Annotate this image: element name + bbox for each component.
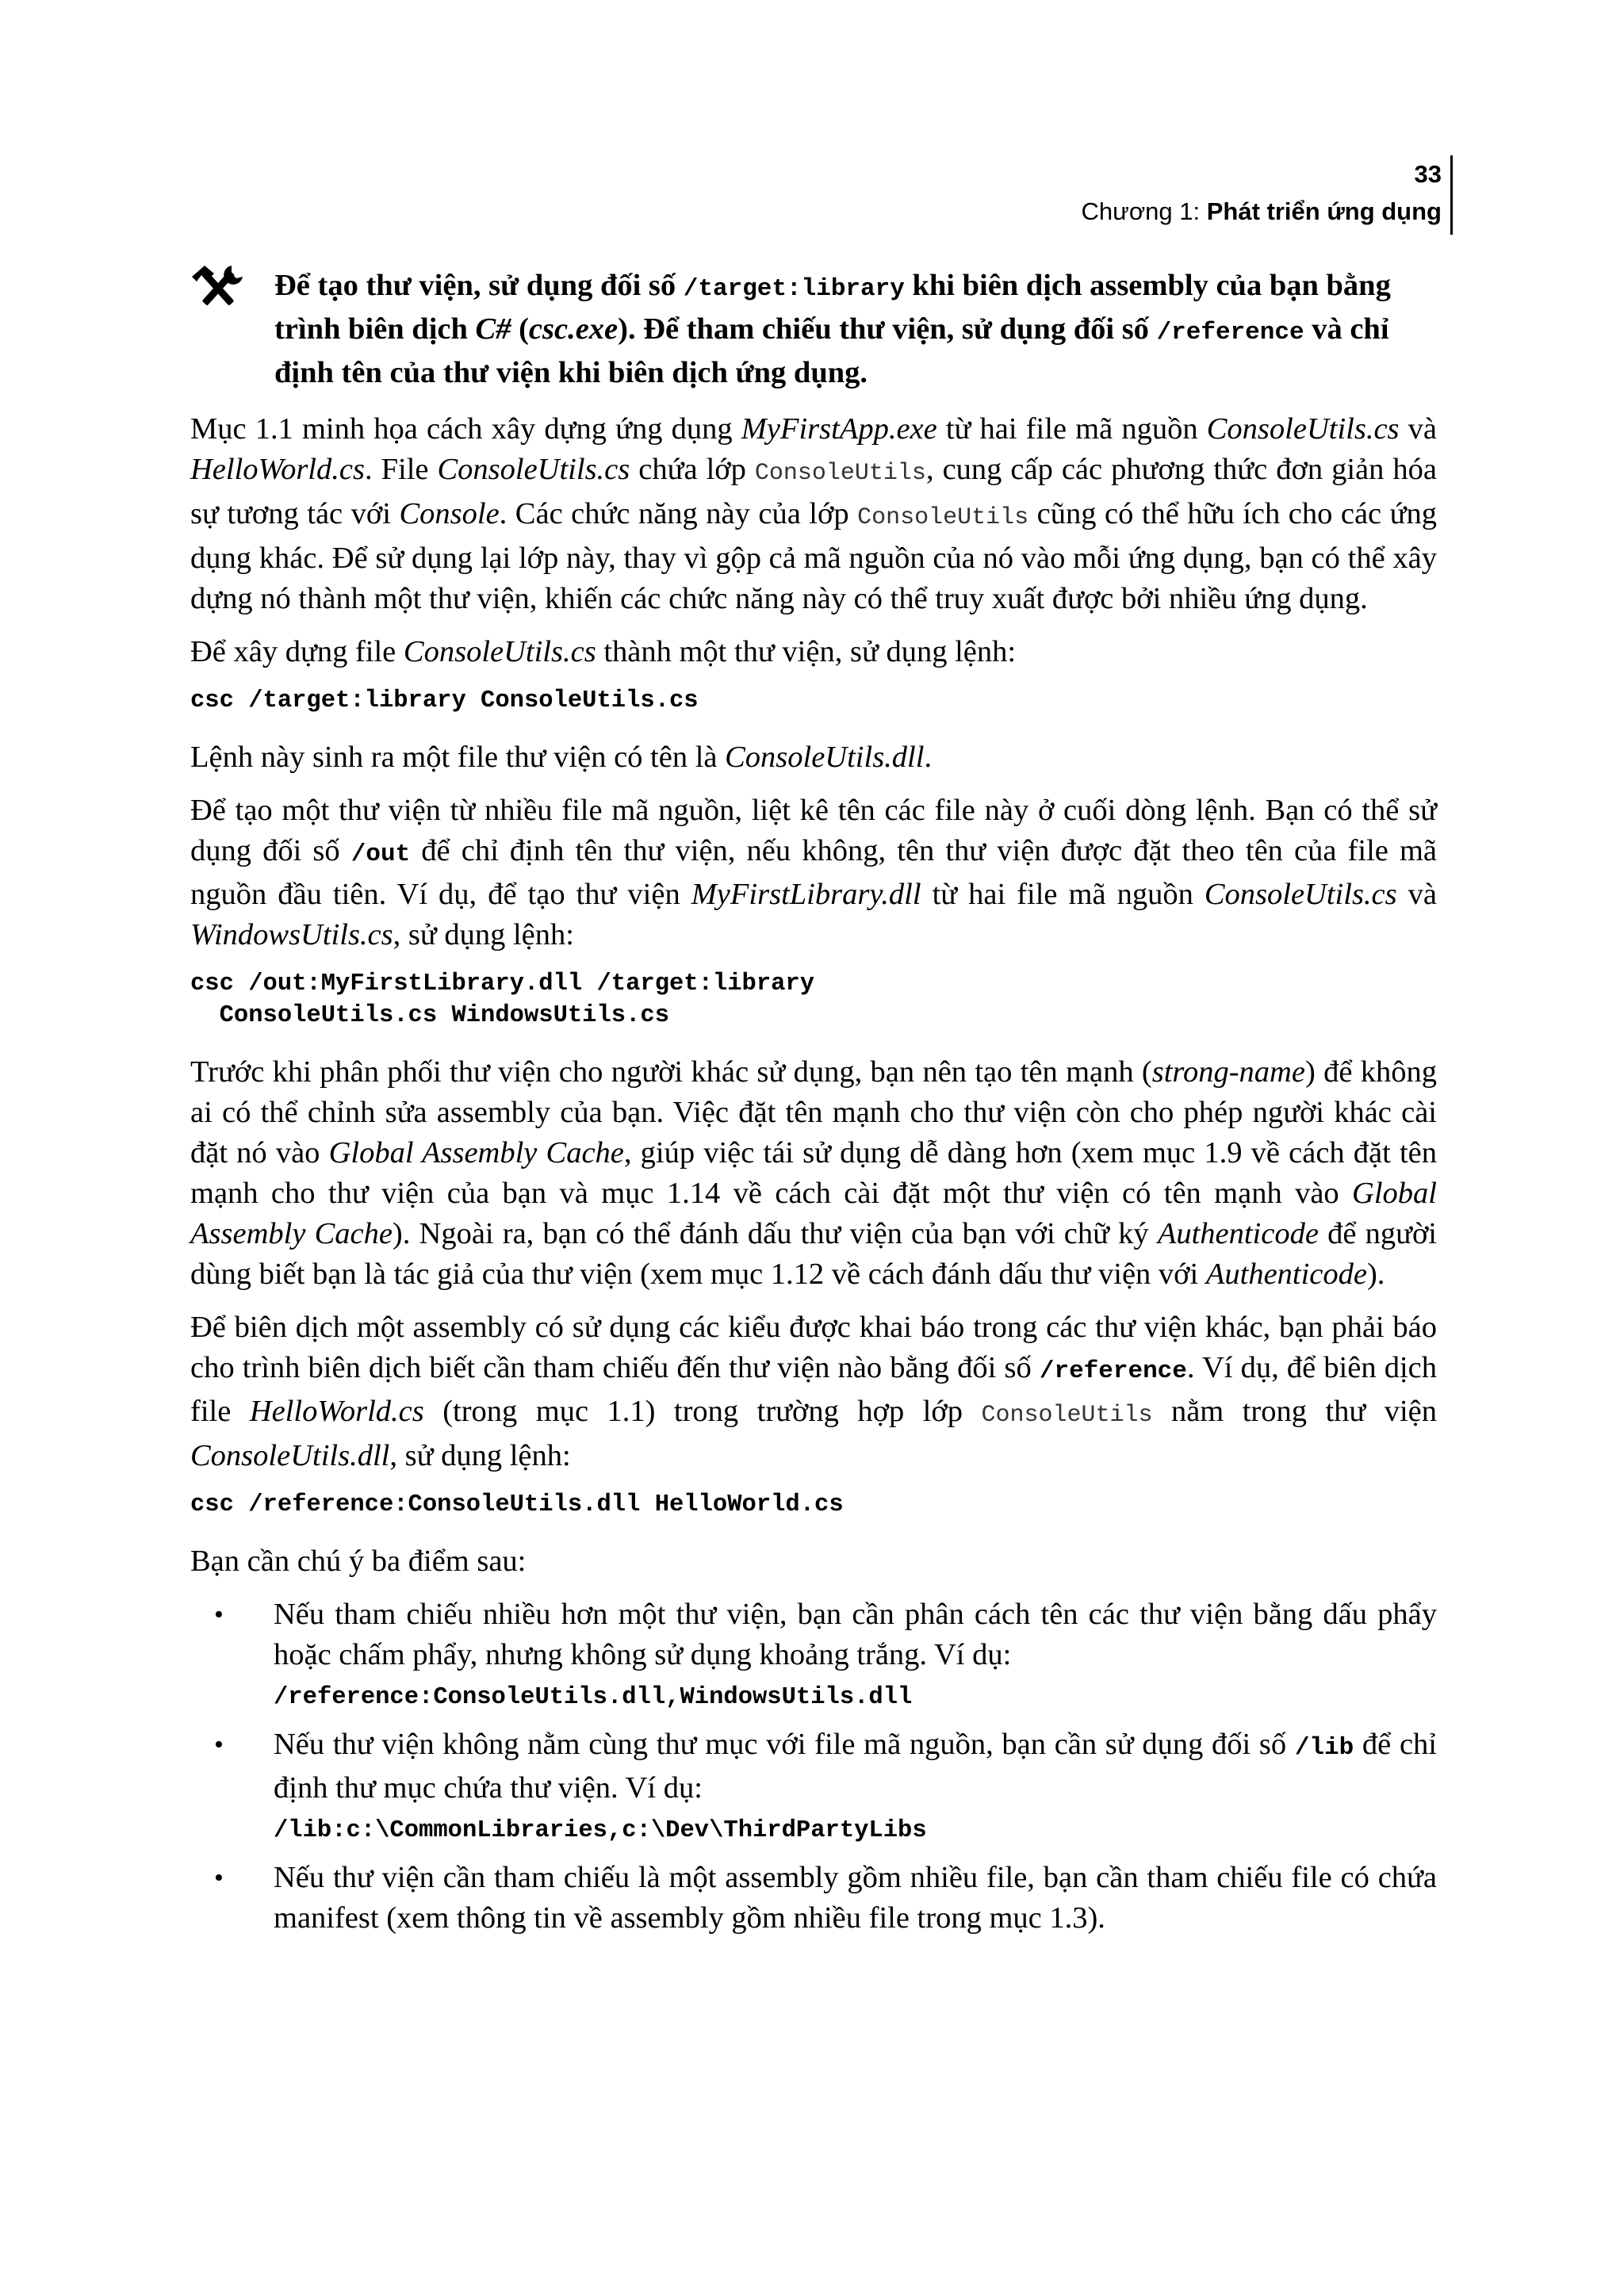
code-block: /lib:c:\CommonLibraries,c:\Dev\ThirdPartyLibs: [274, 1817, 927, 1844]
paragraph: Lệnh này sinh ra một file thư viện có tên là ConsoleUtils.dll.: [190, 741, 933, 774]
list-item: • Nếu thư viện cần tham chiếu là một assembly gồm nhiều file, bạn cần tham chiếu file có chứa manifest (xem thông tin về assembly gồm nhiều file trong mục 1.3).: [190, 1858, 1437, 1939]
code-inline: /target:library: [683, 275, 905, 303]
paragraph: Để xây dựng file ConsoleUtils.cs thành một thư viện, sử dụng lệnh:: [190, 635, 1017, 668]
header-rule: [1450, 155, 1453, 235]
chapter-prefix: Chương 1:: [1081, 197, 1207, 225]
code-inline: ConsoleUtils: [857, 504, 1029, 531]
bullet-icon: •: [214, 1600, 224, 1629]
paragraph: Bạn cần chú ý ba điểm sau:: [190, 1545, 527, 1578]
code-block: csc /out:MyFirstLibrary.dll /target:library ConsoleUtils.cs WindowsUtils.cs: [190, 970, 815, 1029]
code-block: /reference:ConsoleUtils.dll,WindowsUtils.dll: [274, 1684, 913, 1711]
paragraph: Để tạo một thư viện từ nhiều file mã nguồn, liệt kê tên các file này ở cuối dòng lệnh. Bạn có thể sử dụng đối số /out để chỉ định tên thư viện, nếu không, tên thư viện được đặt theo tên của file mã nguồn đầu tiên. Ví dụ, để tạo thư viện MyFirstLibrary.dll từ hai file mã nguồn ConsoleUtils.cs và WindowsUtils.cs, sử dụng lệnh:: [190, 794, 1437, 951]
code-block: csc /target:library ConsoleUtils.cs: [190, 687, 699, 714]
bullet-icon: •: [214, 1863, 224, 1893]
chapter-heading: [1081, 193, 1442, 230]
code-inline: /reference: [1156, 319, 1304, 346]
tip-note: Để tạo thư viện, sử dụng đối số /target:library khi biên dịch assembly của bạn bằng trình biên dịch C# (csc.exe). Để tham chiếu thư viện, sử dụng đối số /reference và chỉ định tên của thư viện khi biên dịch ứng dụng.: [190, 266, 1437, 393]
code-inline: /lib: [1294, 1734, 1354, 1762]
code-block: csc /reference:ConsoleUtils.dll HelloWorld.cs: [190, 1491, 844, 1518]
list-item: • Nếu tham chiếu nhiều hơn một thư viện, bạn cần phân cách tên các thư viện bằng dấu phẩy hoặc chấm phẩy, nhưng không sử dụng khoảng trắng. Ví dụ: /reference:ConsoleUtils.dll,WindowsUtils.dll: [190, 1594, 1437, 1713]
code-inline: /reference: [1039, 1357, 1187, 1385]
running-header: [1081, 155, 1442, 230]
paragraph: Trước khi phân phối thư viện cho người khác sử dụng, bạn nên tạo tên mạnh (strong-name) để không ai có thể chỉnh sửa assembly của bạn. Việc đặt tên mạnh cho thư viện còn cho phép người khác cài đặt nó vào Global Assembly Cache, giúp việc tái sử dụng dễ dàng hơn (xem mục 1.9 về cách đặt tên mạnh cho thư viện của bạn và mục 1.14 về cách cài đặt một thư viện có tên mạnh vào Global Assembly Cache). Ngoài ra, bạn có thể đánh dấu thư viện của bạn với chữ ký Authenticode để người dùng biết bạn là tác giả của thư viện (xem mục 1.12 về cách đánh dấu thư viện với Authenticode).: [190, 1055, 1438, 1291]
code-inline: ConsoleUtils: [981, 1402, 1153, 1429]
code-inline: ConsoleUtils: [754, 460, 926, 487]
main-content: [190, 266, 1437, 1950]
bullet-icon: •: [214, 1730, 224, 1759]
chapter-title: Phát triển ứng dụng: [1206, 197, 1442, 225]
paragraph: Để biên dịch một assembly có sử dụng các kiểu được khai báo trong các thư viện khác, bạn phải báo cho trình biên dịch biết cần tham chiếu đến thư viện nào bằng đối số /reference. Ví dụ, để biên dịch file HelloWorld.cs (trong mục 1.1) trong trường hợp lớp ConsoleUtils nằm trong thư viện ConsoleUtils.dll, sử dụng lệnh:: [190, 1311, 1438, 1472]
tools-icon: [190, 264, 246, 310]
page-number: 33: [1414, 160, 1442, 188]
paragraph: Mục 1.1 minh họa cách xây dựng ứng dụng MyFirstApp.exe từ hai file mã nguồn ConsoleUtils.cs và HelloWorld.cs. File ConsoleUtils.cs chứa lớp ConsoleUtils, cung cấp các phương thức đơn giản hóa sự tương tác với Console. Các chức năng này của lớp ConsoleUtils cũng có thể hữu ích cho các ứng dụng khác. Để sử dụng lại lớp này, thay vì gộp cả mã nguồn của nó vào mỗi ứng dụng, bạn có thể xây dựng nó thành một thư viện, khiến các chức năng này có thể truy xuất được bởi nhiều ứng dụng.: [190, 412, 1438, 615]
code-inline: /out: [350, 840, 411, 868]
list-item: • Nếu thư viện không nằm cùng thư mục với file mã nguồn, bạn cần sử dụng đối số /lib để chỉ định thư mục chứa thư viện. Ví dụ: /lib:c:\CommonLibraries,c:\Dev\ThirdPartyLibs: [190, 1725, 1437, 1847]
bullet-list: [190, 1594, 1437, 1939]
